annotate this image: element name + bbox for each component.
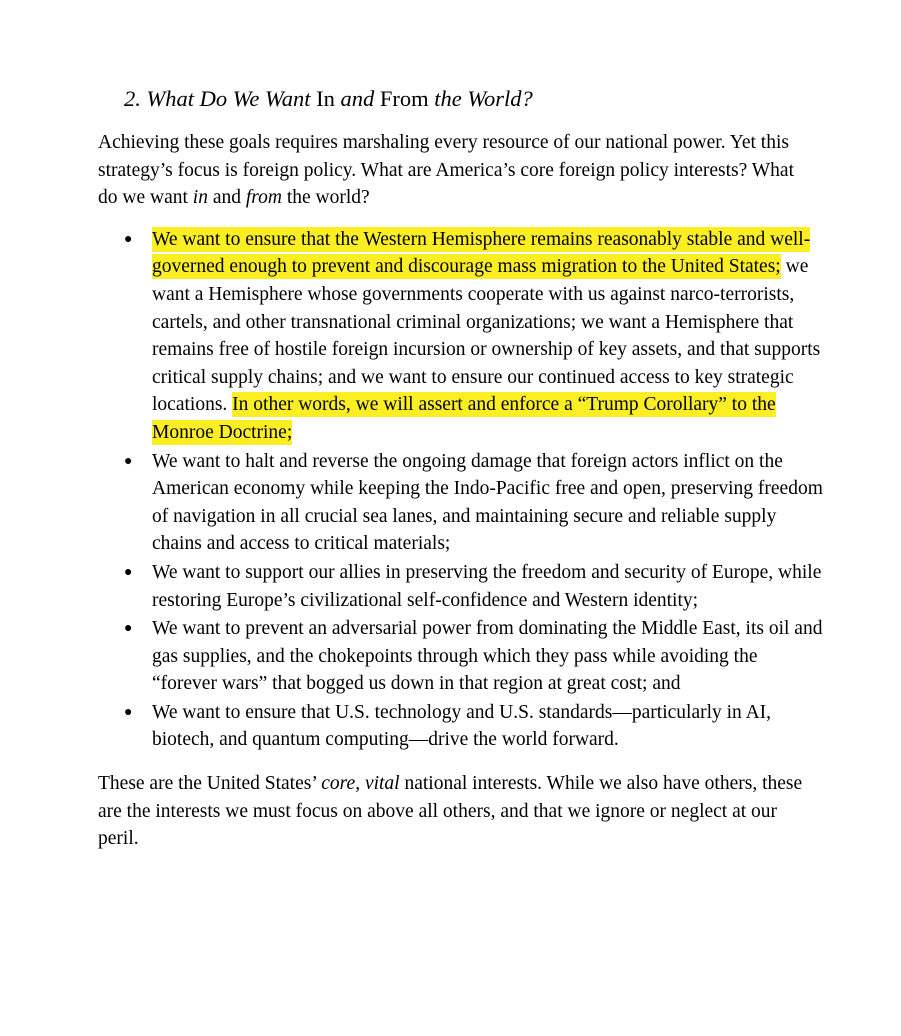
bullet-icon: ● [124,621,133,637]
list-item-text: we want a Hemisphere whose governments cooperate with us against narco-terrorists, cartels, and other transnational criminal organizations; we want a Hemisphere that remains free of hostile foreign incursion or ownership of key assets, and that supports critical supply chains; and we want to ensure our continued access to key strategic locations. [152,256,821,416]
highlighted-text: In other words, we will assert and enforce a “Trump Corollary” to the Monroe Doctrine; [152,394,776,443]
bullet-icon: ● [124,704,133,720]
intro-text-c: the world? [281,187,370,209]
closing-text-a: These are the United States’ [98,773,322,795]
closing-paragraph [98,770,818,853]
heading-part-5: the World? [434,86,533,111]
heading-part-2: In [316,86,335,111]
intro-text-a: Achieving these goals requires marshaling every resource of our national power. Yet this strategy’s focus is foreign policy. What are America’s core foreign policy interests? What do we want [98,132,794,209]
intro-emphasis-in: in [192,187,208,209]
list-item [98,699,827,754]
bullet-icon: ● [124,453,133,469]
interests-list [98,226,841,754]
list-item-text: We want to support our allies in preserving the freedom and security of Europe, while restoring Europe’s civilizational self-confidence and Western identity; [152,561,822,611]
heading-part-4: From [379,86,429,111]
closing-emphasis: core, vital [321,773,400,795]
list-item-text: We want to ensure that U.S. technology and U.S. standards—particularly in AI, biotech, and quantum computing—drive the world forward. [152,701,772,751]
list-item-text: We want to halt and reverse the ongoing damage that foreign actors inflict on the American economy while keeping the Indo-Pacific free and open, preserving freedom of navigation in all crucial sea lanes, and maintaining secure and reliable supply chains and access to critical materials; [152,450,823,555]
section-heading [98,84,841,114]
list-item [98,559,827,614]
heading-part-1: What Do We Want [146,86,311,111]
intro-emphasis-from: from [245,187,282,209]
intro-paragraph [98,129,818,212]
highlighted-text: We want to ensure that the Western Hemisphere remains reasonably stable and well-governed enough to prevent and discourage mass migration to the United States; [152,228,811,278]
intro-text-b: and [207,187,246,209]
list-item [98,448,827,558]
bullet-icon: ● [124,564,133,580]
closing-text-b: national interests. While we also have others, these are the interests we must focus on above all others, and that we ignore or neglect at our peril. [98,773,803,850]
list-item [98,615,827,698]
list-item-text: We want to prevent an adversarial power from dominating the Middle East, its oil and gas supplies, and the chokepoints through which they pass while avoiding the “forever wars” that bogged us down in that region at great cost; and [152,618,823,695]
heading-number: 2. [124,86,141,111]
list-item [98,226,827,447]
bullet-icon: ● [124,231,133,247]
heading-part-3: and [340,86,375,111]
